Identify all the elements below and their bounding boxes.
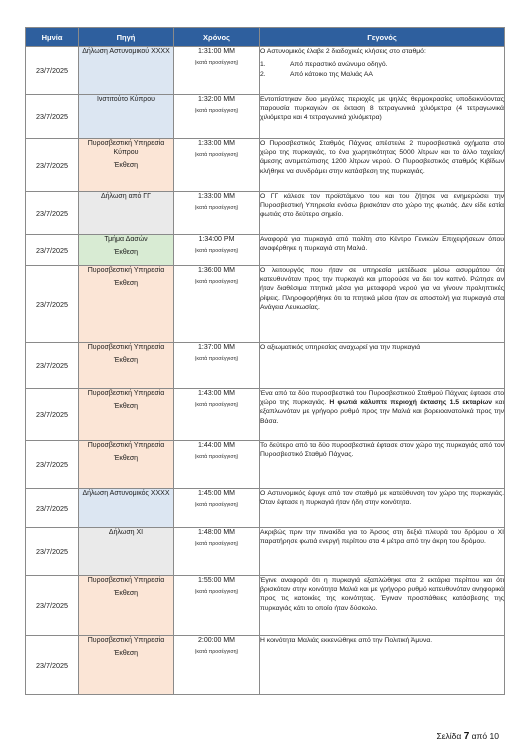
source-label: Πυροσβεστική Υπηρεσία Κύπρου (87, 140, 165, 156)
source-label: Πυροσβεστική Υπηρεσία (87, 390, 165, 397)
time-note: (κατά προσέγγιση) (194, 279, 239, 285)
source-cell (79, 343, 174, 389)
event-text: Αναφορά για πυρκαγιά από πολίτη στο Κέντρο Γενικών Επιχειρήσεων όπου αναφέρθηκε η πυρκαγιά στη Μαλιά. (260, 236, 504, 253)
event-cell (260, 576, 505, 636)
source-cell (79, 47, 174, 95)
time-note: (κατά προσέγγιση) (194, 248, 239, 254)
event-cell (260, 47, 505, 95)
source-sublabel: Έκθεση (113, 403, 139, 410)
event-cell (260, 441, 505, 489)
event-cell (260, 489, 505, 528)
event-cell (260, 139, 505, 192)
table-row (26, 576, 505, 636)
date-cell: 23/7/2025 (26, 192, 79, 235)
table-row (26, 235, 505, 266)
page-total: 10 (489, 731, 499, 741)
source-sublabel: Έκθεση (113, 590, 139, 597)
time-value: 1:32:00 MM (198, 96, 235, 103)
event-cell (260, 389, 505, 441)
event-bold-text: Η φωτιά κάλυπτε περιοχή έκτασης 1.5 εκταρίων (329, 399, 492, 407)
time-cell (174, 528, 260, 576)
source-label: Πυροσβεστική Υπηρεσία (87, 637, 165, 644)
header-source: Πηγή (79, 28, 174, 47)
header-event: Γεγονός (260, 28, 505, 47)
table-row (26, 47, 505, 95)
time-note: (κατά προσέγγιση) (194, 589, 239, 595)
time-value: 2:00:00 MM (198, 637, 235, 644)
source-sublabel: Έκθεση (113, 357, 139, 364)
time-cell (174, 576, 260, 636)
timeline-table (25, 27, 505, 695)
time-cell (174, 235, 260, 266)
table-row (26, 441, 505, 489)
time-value: 1:34:00 PM (198, 236, 235, 243)
source-label: Δήλωση ΧΙ (108, 529, 144, 536)
time-cell (174, 47, 260, 95)
time-value: 1:31:00 MM (198, 48, 235, 55)
date-cell: 23/7/2025 (26, 47, 79, 95)
event-cell (260, 95, 505, 139)
page-mid: από (471, 731, 488, 741)
header-time: Χρόνος (174, 28, 260, 47)
time-note: (κατά προσέγγιση) (194, 108, 239, 114)
event-cell (260, 636, 505, 695)
list-number: 2. (260, 70, 266, 78)
date-cell: 23/7/2025 (26, 139, 79, 192)
time-note: (κατά προσέγγιση) (194, 454, 239, 460)
time-cell (174, 489, 260, 528)
source-cell (79, 489, 174, 528)
table-row (26, 139, 505, 192)
time-value: 1:36:00 MM (198, 267, 235, 274)
time-value: 1:37:00 MM (198, 344, 235, 351)
date-cell: 23/7/2025 (26, 343, 79, 389)
event-cell (260, 235, 505, 266)
event-text: Ο Αστυνομικός έφυγε από τον σταθμό με κατεύθυνση τον χώρο της πυρκαγιάς. Όταν έφτασε η πυρκαγιά ήταν ήδη στην κοινότητα. (260, 490, 504, 507)
source-cell (79, 235, 174, 266)
time-cell (174, 441, 260, 489)
table-row (26, 266, 505, 343)
source-sublabel: Έκθεση (113, 650, 139, 657)
event-list (260, 60, 504, 79)
page-number: 7 (463, 731, 470, 742)
table-row (26, 343, 505, 389)
list-item (260, 70, 504, 80)
date-cell: 23/7/2025 (26, 95, 79, 139)
time-cell (174, 636, 260, 695)
source-label: Δήλωση από ΓΓ (100, 193, 151, 200)
time-value: 1:55:00 MM (198, 577, 235, 584)
table-row (26, 95, 505, 139)
source-sublabel: Έκθεση (113, 249, 139, 256)
time-cell (174, 192, 260, 235)
date-cell: 23/7/2025 (26, 235, 79, 266)
time-note: (κατά προσέγγιση) (194, 356, 239, 362)
source-label: Πυροσβεστική Υπηρεσία (87, 442, 165, 449)
time-note: (κατά προσέγγιση) (194, 152, 239, 158)
date-cell: 23/7/2025 (26, 441, 79, 489)
page-prefix: Σελίδα (436, 731, 462, 741)
table-row (26, 389, 505, 441)
source-label: Πυροσβεστική Υπηρεσία (87, 344, 165, 351)
time-cell (174, 139, 260, 192)
date-cell: 23/7/2025 (26, 266, 79, 343)
source-label: Πυροσβεστική Υπηρεσία (87, 577, 165, 584)
list-item-text: Από κάτοικο της Μαλιάς ΑΑ (290, 70, 373, 78)
source-cell (79, 441, 174, 489)
table-row (26, 192, 505, 235)
time-note: (κατά προσέγγιση) (194, 205, 239, 211)
time-cell (174, 389, 260, 441)
source-sublabel: Έκθεση (113, 280, 139, 287)
event-text: Ακριβώς πριν την πινακίδα για το Άρσος στη δεξιά πλευρά του δρόμου ο ΧΙ παρατήρησε φωτιά ενεργή περίπου στα 4 μέτρα από την άκρη του δρόμου. (260, 529, 504, 546)
time-note: (κατά προσέγγιση) (194, 402, 239, 408)
time-value: 1:48:00 MM (198, 529, 235, 536)
date-cell: 23/7/2025 (26, 389, 79, 441)
list-number: 1. (260, 61, 266, 69)
date-cell: 23/7/2025 (26, 576, 79, 636)
source-cell (79, 576, 174, 636)
time-value: 1:43:00 MM (198, 390, 235, 397)
time-cell (174, 266, 260, 343)
time-note: (κατά προσέγγιση) (194, 60, 239, 66)
source-cell (79, 528, 174, 576)
table-row (26, 528, 505, 576)
date-cell: 23/7/2025 (26, 528, 79, 576)
event-tail-text: και εξαπλωνόταν με γρήγορο ρυθμό προς την Μαλιά και βορειοανατολικά προς την Βάσα. (260, 399, 505, 425)
date-cell: 23/7/2025 (26, 636, 79, 695)
table-row (26, 636, 505, 695)
source-label: Δήλωση Αστυνομικού ΧΧΧΧ (82, 48, 170, 55)
list-item (260, 60, 504, 70)
source-label: Ινστιτούτο Κύπρου (96, 96, 155, 103)
table-row (26, 489, 505, 528)
source-sublabel: Έκθεση (113, 162, 139, 169)
date-cell: 23/7/2025 (26, 489, 79, 528)
source-cell (79, 636, 174, 695)
source-cell (79, 266, 174, 343)
source-cell (79, 389, 174, 441)
header-date: Ημνία (26, 28, 79, 47)
event-cell (260, 266, 505, 343)
event-text: Εντοπίστηκαν δυο μεγάλες περιοχές με ψηλές θερμοκρασίες υποδεικνύοντας παρουσία πυρκαγιών σε έκταση 8 τετραγωνικά χιλιόμετρα (4 τετραγωνικά χιλιόμετρα και 4 τετραγωνικά χιλιόμετρα) (260, 96, 504, 122)
event-text: Ένα από τα δύο πυροσβεστικά του Πυροσβεστικού Σταθμού Πάχνας έφτασε στο χώρο της πυρκαγιάς. (260, 390, 504, 407)
event-text: Έγινε αναφορά ότι η πυρκαγιά εξαπλώθηκε στα 2 εκτάρια περίπου και ότι βρισκόταν στην κοινότητα Μαλιά και με γρήγορο ρυθμό κατευθυνόταν ανηφορικά προς τις κατοικίες της κοινότητας. Έγιναν προσπάθειες κατάσβεσης της πυρκαγιάς κάτι το οποίο ήταν δύσκολο. (260, 577, 504, 612)
time-value: 1:45:00 MM (198, 490, 235, 497)
event-text: Η κοινότητα Μαλιάς εκκενώθηκε από την Πολιτική Άμυνα. (260, 637, 433, 644)
time-value: 1:33:00 MM (198, 193, 235, 200)
source-cell (79, 95, 174, 139)
source-label: Πυροσβεστική Υπηρεσία (87, 267, 165, 274)
event-text: Ο Αστυνομικός έλαβε 2 διαδοχικές κλήσεις στο σταθμό: (260, 48, 426, 55)
event-text: Το δεύτερο από τα δύο πυροσβεστικά έφτασε στον χώρο της πυρκαγιάς από τον Πυροσβεστικό Σταθμό Πάχνας. (260, 442, 504, 459)
time-value: 1:44:00 MM (198, 442, 235, 449)
source-cell (79, 192, 174, 235)
page-indicator (437, 731, 500, 742)
event-text: Ο ΓΓ κάλεσε τον προϊστάμενο του και του ζήτησε να ενημερώσει την Πυροσβεστική Υπηρεσία ενόσω βρισκόταν στο χώρο της φωτιάς. Δεν είδε εστία φωτιάς στο δεύτερο σημείο. (260, 193, 504, 219)
time-note: (κατά προσέγγιση) (194, 541, 239, 547)
source-cell (79, 139, 174, 192)
event-cell (260, 192, 505, 235)
source-sublabel: Έκθεση (113, 455, 139, 462)
time-cell (174, 343, 260, 389)
event-cell (260, 343, 505, 389)
source-label: Δήλωση Αστυνομικός ΧΧΧΧ (82, 490, 170, 497)
list-item-text: Από περαστικό ανώνυμο οδηγό. (290, 61, 388, 69)
event-text: Ο αξιωματικός υπηρεσίας αναχωρεί για την πυρκαγιά (260, 344, 421, 351)
event-text: Ο Πυροσβεστικός Σταθμός Πάχνας απέστειλε 2 πυροσβεστικά οχήματα στο χώρο της πυρκαγιάς, το ένα χωρητικότητας 5000 λίτρων και το άλλο ταχείας/άμεσης αντιμετώπισης 1200 λίτρων νερού. Ο Πυροσβεστικός σταθμός Κιβίδων κλήθηκε να συνδράμει στην κατάσβεση της πυρκαγιάς. (260, 140, 504, 175)
time-value: 1:33:00 MM (198, 140, 235, 147)
source-label: Τμήμα Δασών (104, 236, 148, 243)
header-row (26, 28, 505, 47)
time-note: (κατά προσέγγιση) (194, 502, 239, 508)
event-cell (260, 528, 505, 576)
time-cell (174, 95, 260, 139)
time-note: (κατά προσέγγιση) (194, 649, 239, 655)
event-text: Ο λειτουργός που ήταν σε υπηρεσία μετέδωσε μέσω ασυρμάτου ότι κατευθυνόταν προς την πυρκαγιά και μπορούσε να δει τον καπνό. Ρώτησε αν ήταν διαθέσιμα πτητικά μέσα για μεταφορά νερού για να γίνουν προληπτικές ρίψεις. Πληροφορήθηκε ότι τα πτητικά μέσα ήταν σε αποστολή για πυρκαγιά στα Ανάγεια Λευκωσίας. (260, 267, 504, 311)
